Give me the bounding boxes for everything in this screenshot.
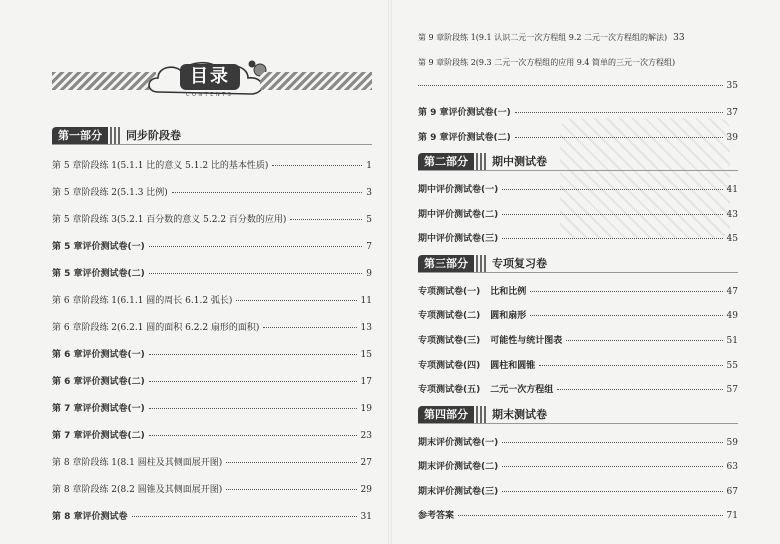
toc-row[interactable] — [418, 484, 738, 497]
toc-row[interactable] — [418, 382, 738, 395]
toc-title: 第 8 章阶段练 1(8.1 圆柱及其侧面展开图) — [52, 458, 223, 468]
toc-page: 55 — [726, 361, 738, 371]
banner-stripe-left — [52, 72, 156, 90]
toc-title: 第 7 章评价测试卷(二) — [52, 431, 145, 441]
toc-title: 第 6 章阶段练 2(6.2.1 圆的面积 6.2.2 扇形的面积) — [52, 323, 260, 333]
book-gutter — [388, 0, 392, 544]
toc-title: 第 8 章阶段练 2(8.2 圆锥及其侧面展开图) — [52, 485, 223, 495]
toc-page: 1 — [366, 161, 372, 171]
toc-leader — [530, 291, 722, 292]
toc-row[interactable] — [418, 308, 738, 321]
toc-leader — [515, 137, 723, 138]
toc-page: 41 — [726, 185, 738, 195]
toc-leader — [272, 165, 362, 166]
toc-page: 11 — [360, 296, 372, 306]
toc-leader — [226, 489, 356, 490]
section-name: 专项复习卷 — [492, 257, 547, 270]
section-bars-icon — [110, 127, 122, 144]
toc-page: 39 — [726, 133, 738, 143]
toc-page: 43 — [726, 210, 738, 220]
section-bars-icon — [476, 406, 488, 423]
toc-leader — [149, 408, 357, 409]
toc-row[interactable] — [52, 158, 372, 171]
toc-page: 47 — [726, 287, 738, 297]
toc-row[interactable] — [418, 333, 738, 346]
toc-row[interactable] — [418, 182, 738, 195]
toc-row[interactable] — [52, 374, 372, 387]
toc-leader — [502, 238, 722, 239]
toc-page: 31 — [360, 512, 372, 522]
toc-leader — [502, 214, 722, 215]
toc-subtitle: 二元一次方程组 — [490, 385, 554, 395]
toc-row[interactable] — [52, 428, 372, 441]
toc-page: 67 — [726, 487, 738, 497]
toc-title: 第 6 章阶段练 1(6.1.1 圆的周长 6.1.2 弧长) — [52, 296, 233, 306]
toc-page: 17 — [360, 377, 372, 387]
toc-subtitle: 可能性与统计图表 — [490, 336, 563, 346]
toc-row[interactable] — [418, 32, 738, 43]
toc-title: 期末评价测试卷(三) — [418, 487, 499, 497]
toc-row[interactable] — [52, 509, 372, 522]
toc-title: 第 8 章评价测试卷 — [52, 512, 128, 522]
toc-leader — [458, 515, 723, 516]
toc-row[interactable] — [52, 185, 372, 198]
toc-page: 33 — [673, 33, 685, 43]
toc-row[interactable] — [418, 358, 738, 371]
toc-page: 57 — [726, 385, 738, 395]
toc-page: 15 — [360, 350, 372, 360]
toc-leader — [502, 442, 722, 443]
toc-page: 59 — [726, 438, 738, 448]
toc-title: 第 5 章阶段练 1(5.1.1 比的意义 5.1.2 比的基本性质) — [52, 161, 269, 171]
toc-title: 第 5 章评价测试卷(一) — [52, 242, 145, 252]
toc-row[interactable] — [52, 239, 372, 252]
section-part-4 — [418, 405, 738, 424]
toc-row-continuation[interactable] — [418, 81, 738, 91]
toc-title: 专项测试卷(三) — [418, 336, 481, 346]
toc-leader — [418, 85, 723, 86]
toc-page: 7 — [366, 242, 372, 252]
toc-leader — [132, 516, 357, 517]
toc-title: 专项测试卷(四) — [418, 361, 481, 371]
toc-title: 期中评价测试卷(一) — [418, 185, 499, 195]
toc-page: 3 — [366, 188, 372, 198]
toc-leader — [502, 189, 722, 190]
toc-title: 第 5 章评价测试卷(二) — [52, 269, 145, 279]
toc-title: 期中评价测试卷(三) — [418, 234, 499, 244]
toc-title: 第 9 章阶段练 2(9.3 二元一次方程组的应用 9.4 简单的三元一次方程组) — [418, 58, 676, 67]
toc-page: 23 — [360, 431, 372, 441]
toc-subtitle: 圆柱和圆锥 — [490, 361, 536, 371]
toc-page: 63 — [726, 462, 738, 472]
toc-page: 35 — [726, 81, 738, 91]
toc-page: 19 — [360, 404, 372, 414]
toc-leader — [172, 192, 362, 193]
toc-title: 期末评价测试卷(二) — [418, 462, 499, 472]
contents-subtitle: CONTENTS — [186, 92, 234, 98]
toc-row[interactable] — [418, 459, 738, 472]
toc-row[interactable] — [418, 130, 738, 143]
toc-title: 第 9 章阶段练 1(9.1 认识二元一次方程组 9.2 二元一次方程组的解法) — [418, 33, 668, 42]
toc-leader — [226, 462, 356, 463]
toc-page: 27 — [360, 458, 372, 468]
toc-row[interactable] — [52, 401, 372, 414]
toc-subtitle: 比和比例 — [490, 287, 527, 297]
toc-row[interactable] — [418, 105, 738, 118]
toc-page: 45 — [726, 234, 738, 244]
toc-row[interactable] — [418, 284, 738, 297]
section-name: 期中测试卷 — [492, 155, 547, 168]
toc-row[interactable] — [418, 508, 738, 521]
toc-leader — [149, 381, 357, 382]
section-bars-icon — [476, 255, 488, 272]
toc-row[interactable] — [418, 435, 738, 448]
section-label: 第二部分 — [418, 153, 474, 170]
toc-leader — [530, 315, 722, 316]
toc-title: 专项测试卷(一) — [418, 287, 481, 297]
section-label: 第一部分 — [52, 127, 108, 144]
toc-row[interactable] — [52, 320, 372, 333]
toc-row[interactable] — [52, 266, 372, 279]
toc-leader — [149, 246, 363, 247]
toc-title: 第 6 章评价测试卷(一) — [52, 350, 145, 360]
banner-stripe-right — [260, 72, 372, 90]
toc-page: 71 — [726, 511, 738, 521]
toc-leader — [502, 466, 722, 467]
toc-title: 第 9 章评价测试卷(二) — [418, 133, 511, 143]
toc-leader — [557, 389, 722, 390]
toc-subtitle: 圆和扇形 — [490, 311, 527, 321]
toc-title: 参考答案 — [418, 511, 455, 521]
toc-leader — [236, 300, 356, 301]
toc-title: 第 6 章评价测试卷(二) — [52, 377, 145, 387]
toc-row[interactable] — [52, 455, 372, 468]
toc-title: 专项测试卷(二) — [418, 311, 481, 321]
toc-page: 13 — [360, 323, 372, 333]
toc-title: 期中评价测试卷(二) — [418, 210, 499, 220]
toc-page: 49 — [726, 311, 738, 321]
toc-title: 第 7 章评价测试卷(一) — [52, 404, 145, 414]
toc-page: 9 — [366, 269, 372, 279]
toc-leader — [149, 273, 363, 274]
toc-row[interactable] — [418, 57, 738, 68]
toc-title: 第 5 章阶段练 2(5.1.3 比例) — [52, 188, 168, 198]
toc-row[interactable] — [418, 207, 738, 220]
toc-row[interactable] — [52, 293, 372, 306]
toc-page: 51 — [726, 336, 738, 346]
section-label: 第四部分 — [418, 406, 474, 423]
toc-title: 第 9 章评价测试卷(一) — [418, 108, 511, 118]
toc-leader — [539, 365, 722, 366]
toc-title: 专项测试卷(五) — [418, 385, 481, 395]
toc-row[interactable] — [52, 482, 372, 495]
toc-leader — [149, 354, 357, 355]
toc-leader — [515, 112, 723, 113]
section-part-2 — [418, 152, 738, 171]
toc-leader — [149, 435, 357, 436]
toc-page: 5 — [366, 215, 372, 225]
toc-page: 37 — [726, 108, 738, 118]
section-part-3 — [418, 254, 738, 273]
toc-leader — [566, 340, 722, 341]
toc-row[interactable] — [418, 231, 738, 244]
toc-leader — [290, 219, 362, 220]
section-name: 期末测试卷 — [492, 408, 547, 421]
section-label: 第三部分 — [418, 255, 474, 272]
section-bars-icon — [476, 153, 488, 170]
toc-leader — [502, 491, 722, 492]
toc-row[interactable] — [52, 212, 372, 225]
toc-page: 29 — [360, 485, 372, 495]
section-part-1 — [52, 126, 372, 145]
toc-leader — [263, 327, 356, 328]
section-name: 同步阶段卷 — [126, 129, 181, 142]
toc-title: 期末评价测试卷(一) — [418, 438, 499, 448]
toc-title: 第 5 章阶段练 3(5.2.1 百分数的意义 5.2.2 百分数的应用) — [52, 215, 287, 225]
toc-row[interactable] — [52, 347, 372, 360]
contents-title: 目录 — [180, 64, 240, 90]
